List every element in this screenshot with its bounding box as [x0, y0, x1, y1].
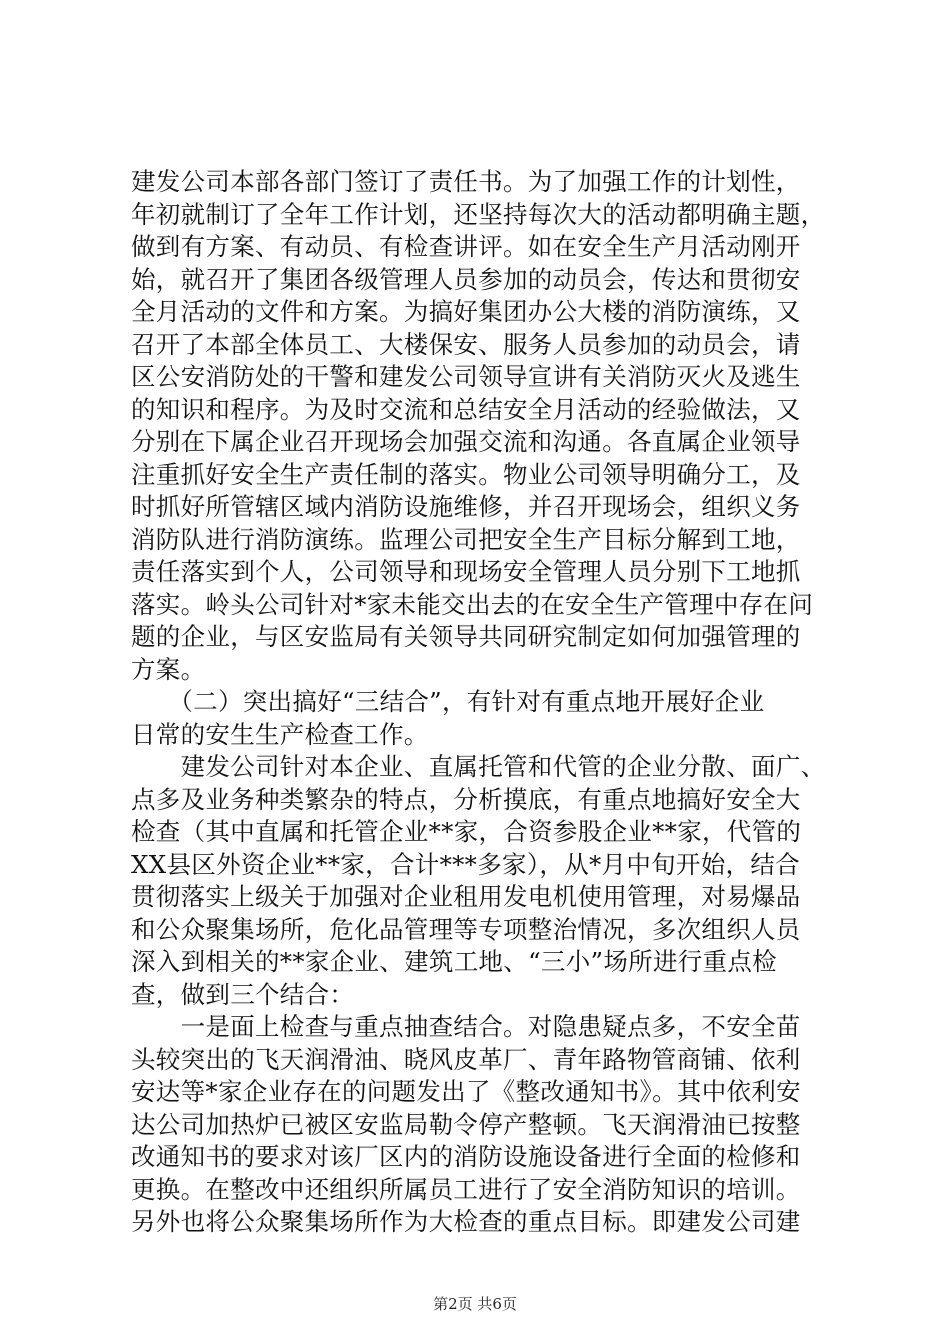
text-line: 始，就召开了集团各级管理人员参加的动员会，传达和贯彻安 [131, 264, 801, 294]
text-line: 深入到相关的**家企业、建筑工地、“三小”场所进行重点检 [131, 947, 777, 976]
text-line: 另外也将公众聚集场所作为大检查的重点目标。即建发公司建 [131, 1207, 801, 1236]
text-line: 达公司加热炉已被区安监局勒令停产整顿。飞天润滑油已按整 [131, 1109, 801, 1139]
text-line: 召开了本部全体员工、大楼保安、服务人员参加的动员会，请 [131, 329, 801, 359]
text-line: 安达等*家企业存在的问题发出了《整改通知书》。其中依利安 [131, 1077, 801, 1106]
section-heading-line: 日常的安生生产检查工作。 [131, 719, 429, 749]
text-line: 建发公司针对本企业、直属托管和代管的企业分散、面广、 [131, 752, 826, 781]
text-line: 方案。 [131, 654, 206, 684]
body-text [131, 166, 831, 1239]
text-line: 责任落实到个人，公司领导和现场安全管理人员分别下工地抓 [131, 557, 801, 586]
section-heading-line: （二）突出搞好“三结合”，有针对有重点地开展好企业 [131, 687, 765, 716]
text-line: 全月活动的文件和方案。为搞好集团办公大楼的消防演练，又 [131, 297, 801, 326]
text-line: 年初就制订了全年工作计划，还坚持每次大的活动都明确主题， [131, 199, 826, 229]
text-line: 的知识和程序。为及时交流和总结安全月活动的经验做法，又 [131, 394, 801, 424]
text-line: 落实。岭头公司针对*家未能交出去的在安全生产管理中存在问 [131, 589, 814, 619]
text-line: 和公众聚集场所，危化品管理等专项整治情况，多次组织人员 [131, 914, 801, 944]
text-line: 更换。在整改中还组织所属员工进行了安全消防知识的培训。 [131, 1174, 801, 1204]
text-line: 点多及业务种类繁杂的特点，分析摸底，有重点地搞好安全大 [131, 784, 801, 814]
text-line: 做到有方案、有动员、有检查讲评。如在安全生产月活动刚开 [131, 232, 801, 261]
text-line: XX县区外资企业**家，合计***多家），从*月中旬开始，结合 [131, 849, 800, 879]
text-line: 注重抓好安全生产责任制的落实。物业公司领导明确分工，及 [131, 459, 801, 489]
text-line: 题的企业，与区安监局有关领导共同研究制定如何加强管理的 [131, 622, 801, 651]
page-footer: 第2页 共6页 [433, 1295, 517, 1313]
text-line: 建发公司本部各部门签订了责任书。为了加强工作的计划性， [131, 167, 801, 196]
text-line: 贯彻落实上级关于加强对企业租用发电机使用管理，对易爆品 [131, 882, 801, 911]
text-line: 一是面上检查与重点抽查结合。对隐患疑点多，不安全苗 [131, 1012, 801, 1041]
text-line: 分别在下属企业召开现场会加强交流和沟通。各直属企业领导 [131, 427, 801, 456]
text-line: 检查（其中直属和托管企业**家，合资参股企业**家，代管的 [131, 817, 802, 846]
text-line: 时抓好所管辖区域内消防设施维修，并召开现场会，组织义务 [131, 492, 801, 521]
text-line: 区公安消防处的干警和建发公司领导宣讲有关消防灭火及逃生 [131, 362, 801, 391]
text-line: 查，做到三个结合： [131, 979, 355, 1009]
text-line: 消防队进行消防演练。监理公司把安全生产目标分解到工地， [131, 524, 801, 554]
text-line: 头较突出的飞天润滑油、晓风皮革厂、青年路物管商铺、依利 [131, 1044, 801, 1074]
text-line: 改通知书的要求对该厂区内的消防设施设备进行全面的检修和 [131, 1142, 801, 1171]
